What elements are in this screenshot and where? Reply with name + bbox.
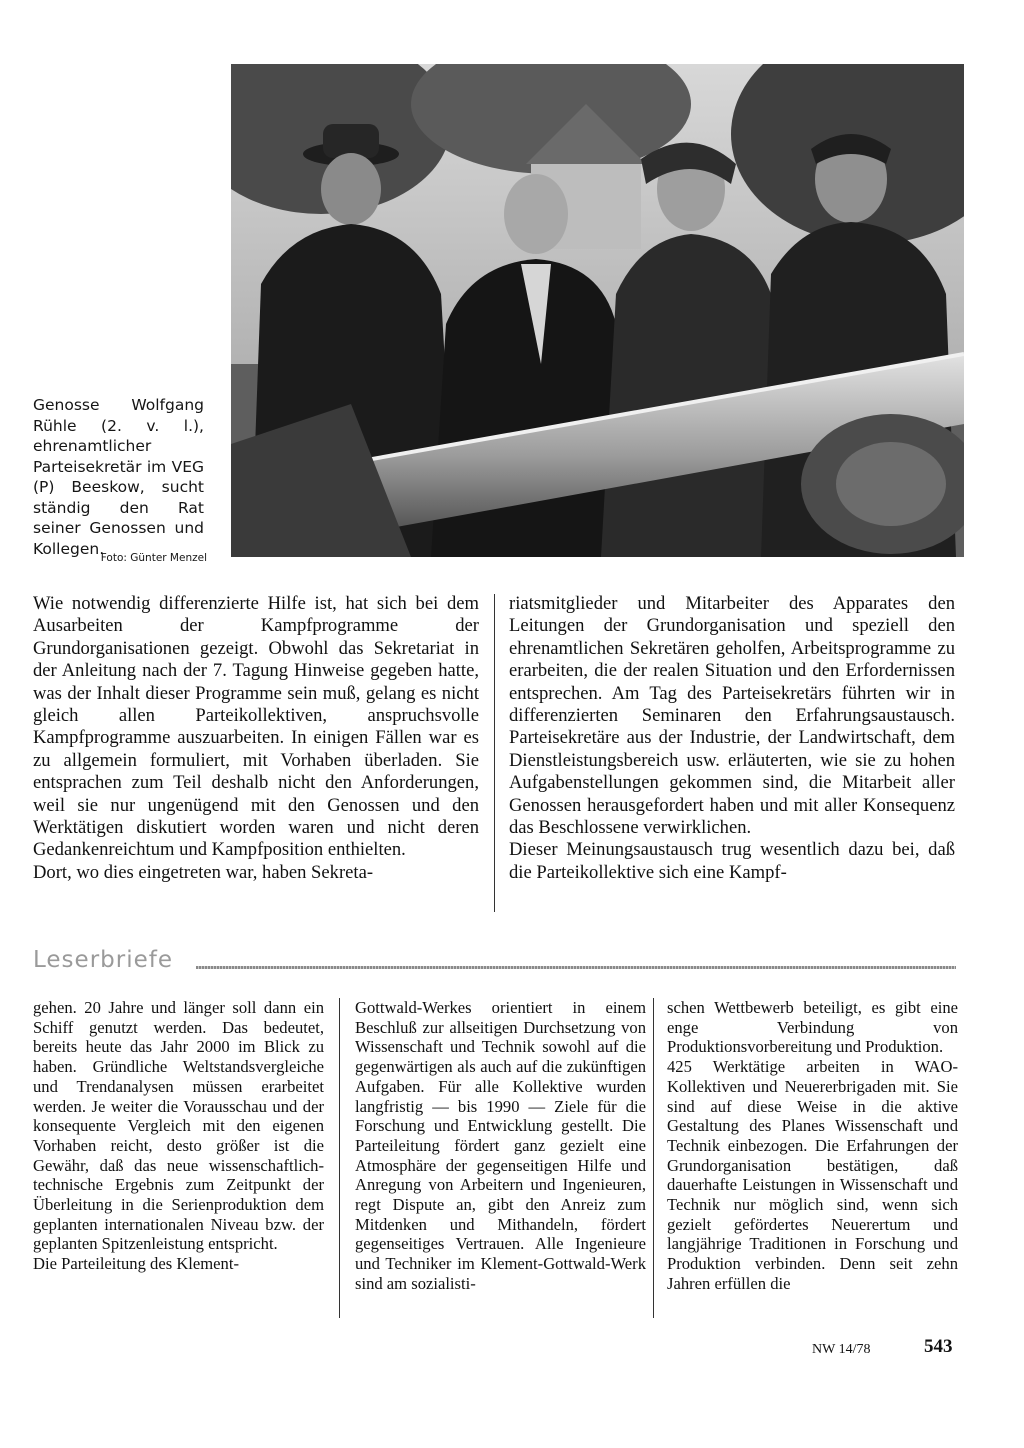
paragraph: Dieser Meinungsaustausch trug wesentlich dazu bei, daß die Parteikollektive sich eine Kampf-: [509, 839, 955, 883]
paragraph: Gottwald-Werkes orientiert in einem Beschluß zur allseitigen Durchsetzung von Wissenschaft und Technik sowohl auf die gegenwärtigen als auch auf die zukünftigen Aufgaben. Für alle Kollektive wurden langfristig — bis 1990 — Ziele für die Forschung und Entwicklung gestellt. Die Parteileitung fördert ganz gezielt eine Atmosphäre der gegenseitigen Hilfe und Anregung von Arbeitern und Ingenieuren, regt Dispute an, gibt den Anreiz zum Mitdenken und Mithandeln, fördert gegenseitiges Vertrauen. Alle Ingenieure und Techniker im Klement-Gottwald-Werk sind am sozialisti-: [355, 998, 646, 1293]
column-divider: [494, 594, 495, 912]
issue-label: NW 14/78: [812, 1342, 871, 1357]
article-column-left: [33, 593, 479, 884]
page-number: 543: [924, 1336, 953, 1357]
paragraph: Dort, wo dies eingetreten war, haben Sekreta-: [33, 861, 374, 883]
paragraph: gehen. 20 Jahre und länger soll dann ein Schiff genutzt werden. Das bedeutet, bereits heute das Jahr 2000 im Blick zu haben. Gründliche Weltstandsvergleiche und Trendanalysen müssen erarbeitet werden. Je weiter die Vorausschau und der konsequente Vergleich mit den eigenen Vorhaben reicht, desto größer ist die Gewähr, daß das neue wissenschaftlich-technische Ergebnis zum Zeitpunkt der Überleitung in die Serienproduktion dem geplanten internationalen Niveau bzw. der geplanten Spitzenleistung entspricht.: [33, 998, 324, 1254]
photo-caption: Genosse Wolfgang Rühle (2. v. l.), ehrenamtlicher Parteisekretär im VEG (P) Beeskow, sucht ständig den Rat seiner Genossen und Kollegen.: [33, 396, 204, 558]
photo-credit: Foto: Günter Menzel: [100, 552, 207, 564]
article-photo: [231, 64, 964, 557]
section-rubric: Leserbriefe: [33, 947, 173, 973]
column-divider: [653, 998, 654, 1318]
paragraph: Die Parteileitung des Klement-: [33, 1254, 239, 1274]
paragraph: riatsmitglieder und Mitarbeiter des Apparates den Leitungen der Grundorganisation und speziell den ehrenamtlichen Sekretären geholfen, Arbeitsprogramme zu erarbeiten, die der realen Situation und den Erfordernissen entsprechen. Am Tag des Parteisekretärs führten wir in differenzierten Seminaren den Erfahrungsaustausch. Parteisekretäre aus der Industrie, der Landwirtschaft, dem Dienstleistungsbereich usw. erläuterten, wie sie zu hohen Aufgabenstellungen gekommen sind, die Mitarbeit aller Genossen herausgefordert haben und mit aller Konsequenz das Beschlossene verwirklichen.: [509, 593, 955, 839]
letters-column-3: [667, 998, 958, 1294]
column-divider: [339, 998, 340, 1318]
letters-column-1: [33, 998, 324, 1274]
paragraph: schen Wettbewerb beteiligt, es gibt eine enge Verbindung von Produktionsvorbereitung und Produktion.: [667, 998, 958, 1057]
rubric-rule: [196, 966, 956, 969]
photo-illustration: [231, 64, 964, 557]
paragraph: Wie notwendig differenzierte Hilfe ist, hat sich bei dem Ausarbeiten der Kampfprogramme der Grundorganisationen gezeigt. Obwohl das Sekretariat in der Anleitung nach der 7. Tagung Hinweise gegeben hatte, was der Inhalt dieser Programme sein muß, gelang es nicht gleich allen Parteikollektiven, anspruchsvolle Kampfprogramme auszuarbeiten. In einigen Fällen war es zu allgemein formuliert, mit Vorhaben überladen. Sie entsprachen zum Teil deshalb nicht den Anforderungen, weil sie nur ungenügend mit den Genossen und den Werktätigen diskutiert worden waren und nicht deren Gedankenreichtum und Kampfposition enthielten.: [33, 593, 479, 861]
paragraph: 425 Werktätige arbeiten in WAO-Kollektiven und Neuererbrigaden mit. Sie sind auf diese Weise in die aktive Gestaltung des Planes Wissenschaft und Technik einbezogen. Die Erfahrungen der Grundorganisation bestätigen, daß dauerhafte Leistungen in Wissenschaft und Technik nur möglich sind, wenn sich gezielt gefördertes Neuerertum und langjährige Traditionen in Forschung und Produktion verbinden. Denn seit zehn Jahren erfüllen die: [667, 1057, 958, 1293]
letters-column-2: [355, 998, 646, 1294]
article-column-right: [509, 593, 955, 884]
